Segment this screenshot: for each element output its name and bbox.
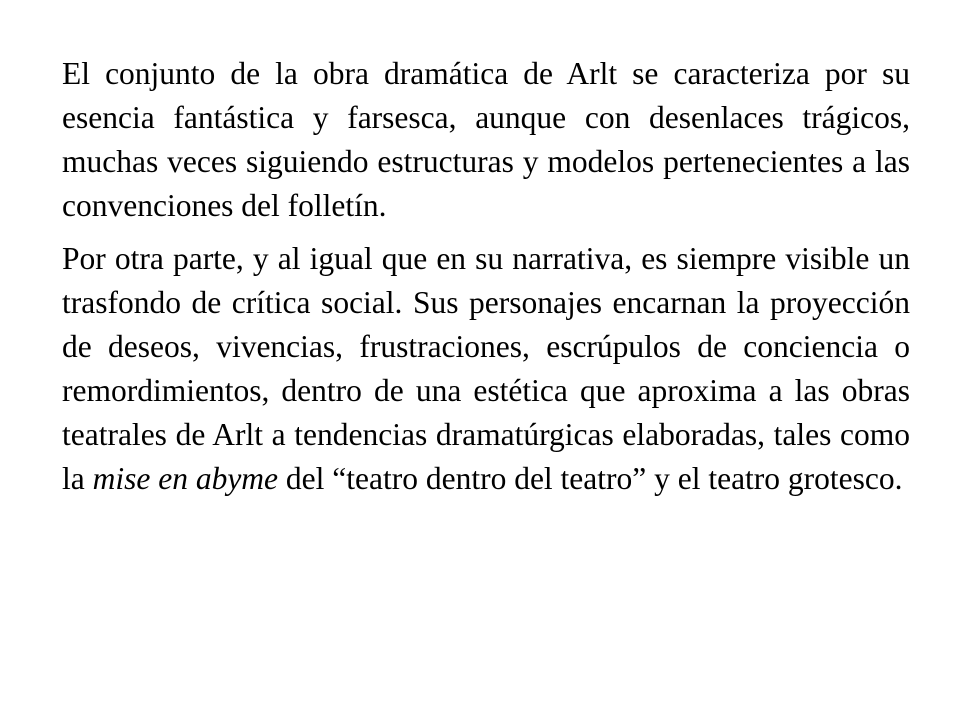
paragraph-text-start: Por otra parte, y al igual que en su narrativa, es siempre visible un trasfondo de crítica social. Sus personajes encarnan la proyección de deseos, vivencias, frustraciones, escrúpulos de conciencia o remordimientos, dentro de una estética que aproxima a las obras teatrales de Arlt a tendencias dramatúrgicas elaboradas, tales como la (62, 241, 910, 496)
body-text (62, 52, 910, 501)
paragraph-social-critique (62, 237, 910, 501)
paragraph-text-end: del “teatro dentro del teatro” y el teatro grotesco. (278, 461, 903, 496)
paragraph-arlt-dramatic-work: El conjunto de la obra dramática de Arlt se caracteriza por su esencia fantástica y farsesca, aunque con desenlaces trágicos, muchas veces siguiendo estructuras y modelos pertenecientes a las convenciones del folletín. (62, 56, 910, 223)
italic-term-mise-en-abyme: mise en abyme (92, 461, 279, 496)
